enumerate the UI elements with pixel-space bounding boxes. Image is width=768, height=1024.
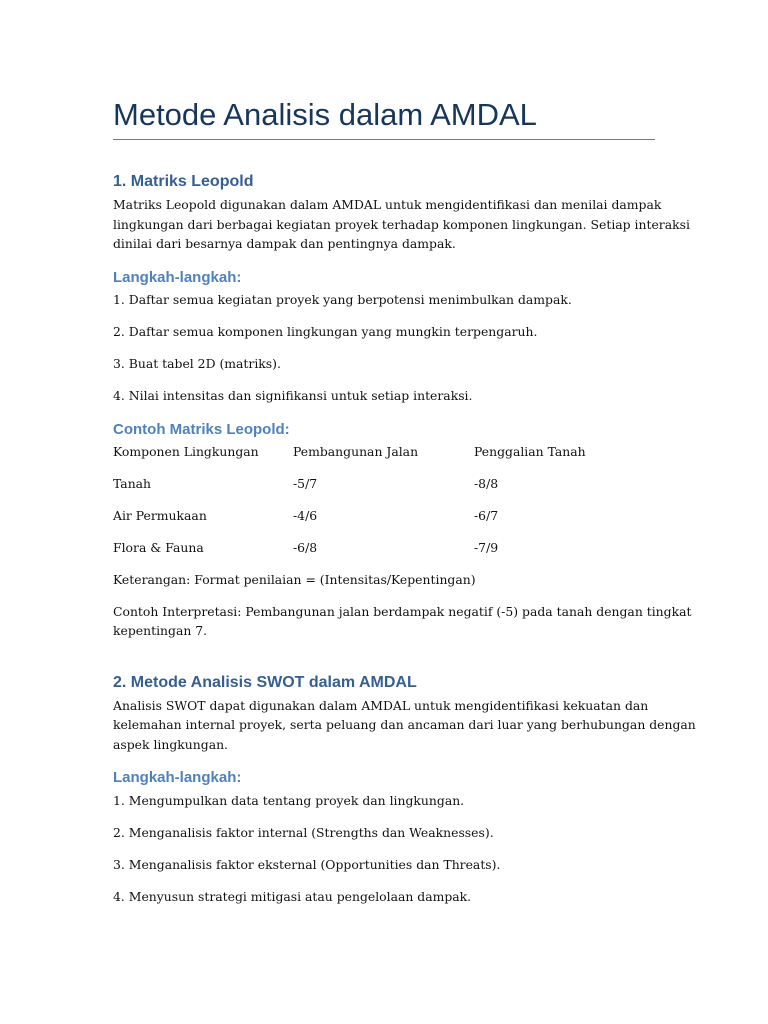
table-header-cell: Penggalian Tanah	[474, 444, 586, 459]
section-1-step: 2. Daftar semua komponen lingkungan yang mungkin terpengaruh.	[113, 324, 538, 339]
table-header-cell: Komponen Lingkungan	[113, 444, 259, 459]
table-cell: -6/8	[293, 540, 318, 555]
section-1-intro-line: lingkungan dari berbagai kegiatan proyek terhadap komponen lingkungan. Setiap interaksi	[113, 217, 690, 232]
rating-note: Keterangan: Format penilaian = (Intensitas/Kepentingan)	[113, 572, 476, 587]
section-2-steps-heading: Langkah-langkah:	[113, 769, 242, 786]
section-1-steps-heading: Langkah-langkah:	[113, 269, 242, 286]
title-underline	[113, 139, 655, 140]
table-cell: Tanah	[113, 476, 152, 491]
section-1-intro-line: Matriks Leopold digunakan dalam AMDAL untuk mengidentifikasi dan menilai dampak	[113, 197, 662, 212]
table-cell: Air Permukaan	[113, 508, 207, 523]
section-2-step: 3. Menganalisis faktor eksternal (Opportunities dan Threats).	[113, 857, 501, 872]
section-2-heading: 2. Metode Analisis SWOT dalam AMDAL	[113, 674, 417, 691]
table-cell: Flora & Fauna	[113, 540, 204, 555]
section-2-intro-line: kelemahan internal proyek, serta peluang dan ancaman dari luar yang berhubungan dengan	[113, 717, 696, 732]
interpretation-line: Contoh Interpretasi: Pembangunan jalan berdampak negatif (-5) pada tanah dengan tingkat	[113, 604, 692, 619]
section-1-intro-line: dinilai dari besarnya dampak dan pentingnya dampak.	[113, 236, 456, 251]
section-1-step: 1. Daftar semua kegiatan proyek yang berpotensi menimbulkan dampak.	[113, 292, 572, 307]
section-2-intro-line: aspek lingkungan.	[113, 737, 229, 752]
section-1-step: 3. Buat tabel 2D (matriks).	[113, 356, 281, 371]
section-2-step: 1. Mengumpulkan data tentang proyek dan lingkungan.	[113, 793, 465, 808]
section-1-heading: 1. Matriks Leopold	[113, 173, 254, 190]
interpretation-line: kepentingan 7.	[113, 623, 208, 638]
table-cell: -4/6	[293, 508, 318, 523]
page-title: Metode Analisis dalam AMDAL	[113, 97, 537, 132]
section-2-step: 4. Menyusun strategi mitigasi atau pengelolaan dampak.	[113, 889, 472, 904]
table-cell: -5/7	[293, 476, 318, 491]
table-cell: -8/8	[474, 476, 499, 491]
section-1-step: 4. Nilai intensitas dan signifikansi untuk setiap interaksi.	[113, 388, 473, 403]
section-2-intro-line: Analisis SWOT dapat digunakan dalam AMDAL untuk mengidentifikasi kekuatan dan	[113, 698, 649, 713]
example-heading: Contoh Matriks Leopold:	[113, 421, 290, 438]
section-2-step: 2. Menganalisis faktor internal (Strengths dan Weaknesses).	[113, 825, 494, 840]
table-cell: -7/9	[474, 540, 499, 555]
table-cell: -6/7	[474, 508, 499, 523]
table-header-cell: Pembangunan Jalan	[293, 444, 419, 459]
